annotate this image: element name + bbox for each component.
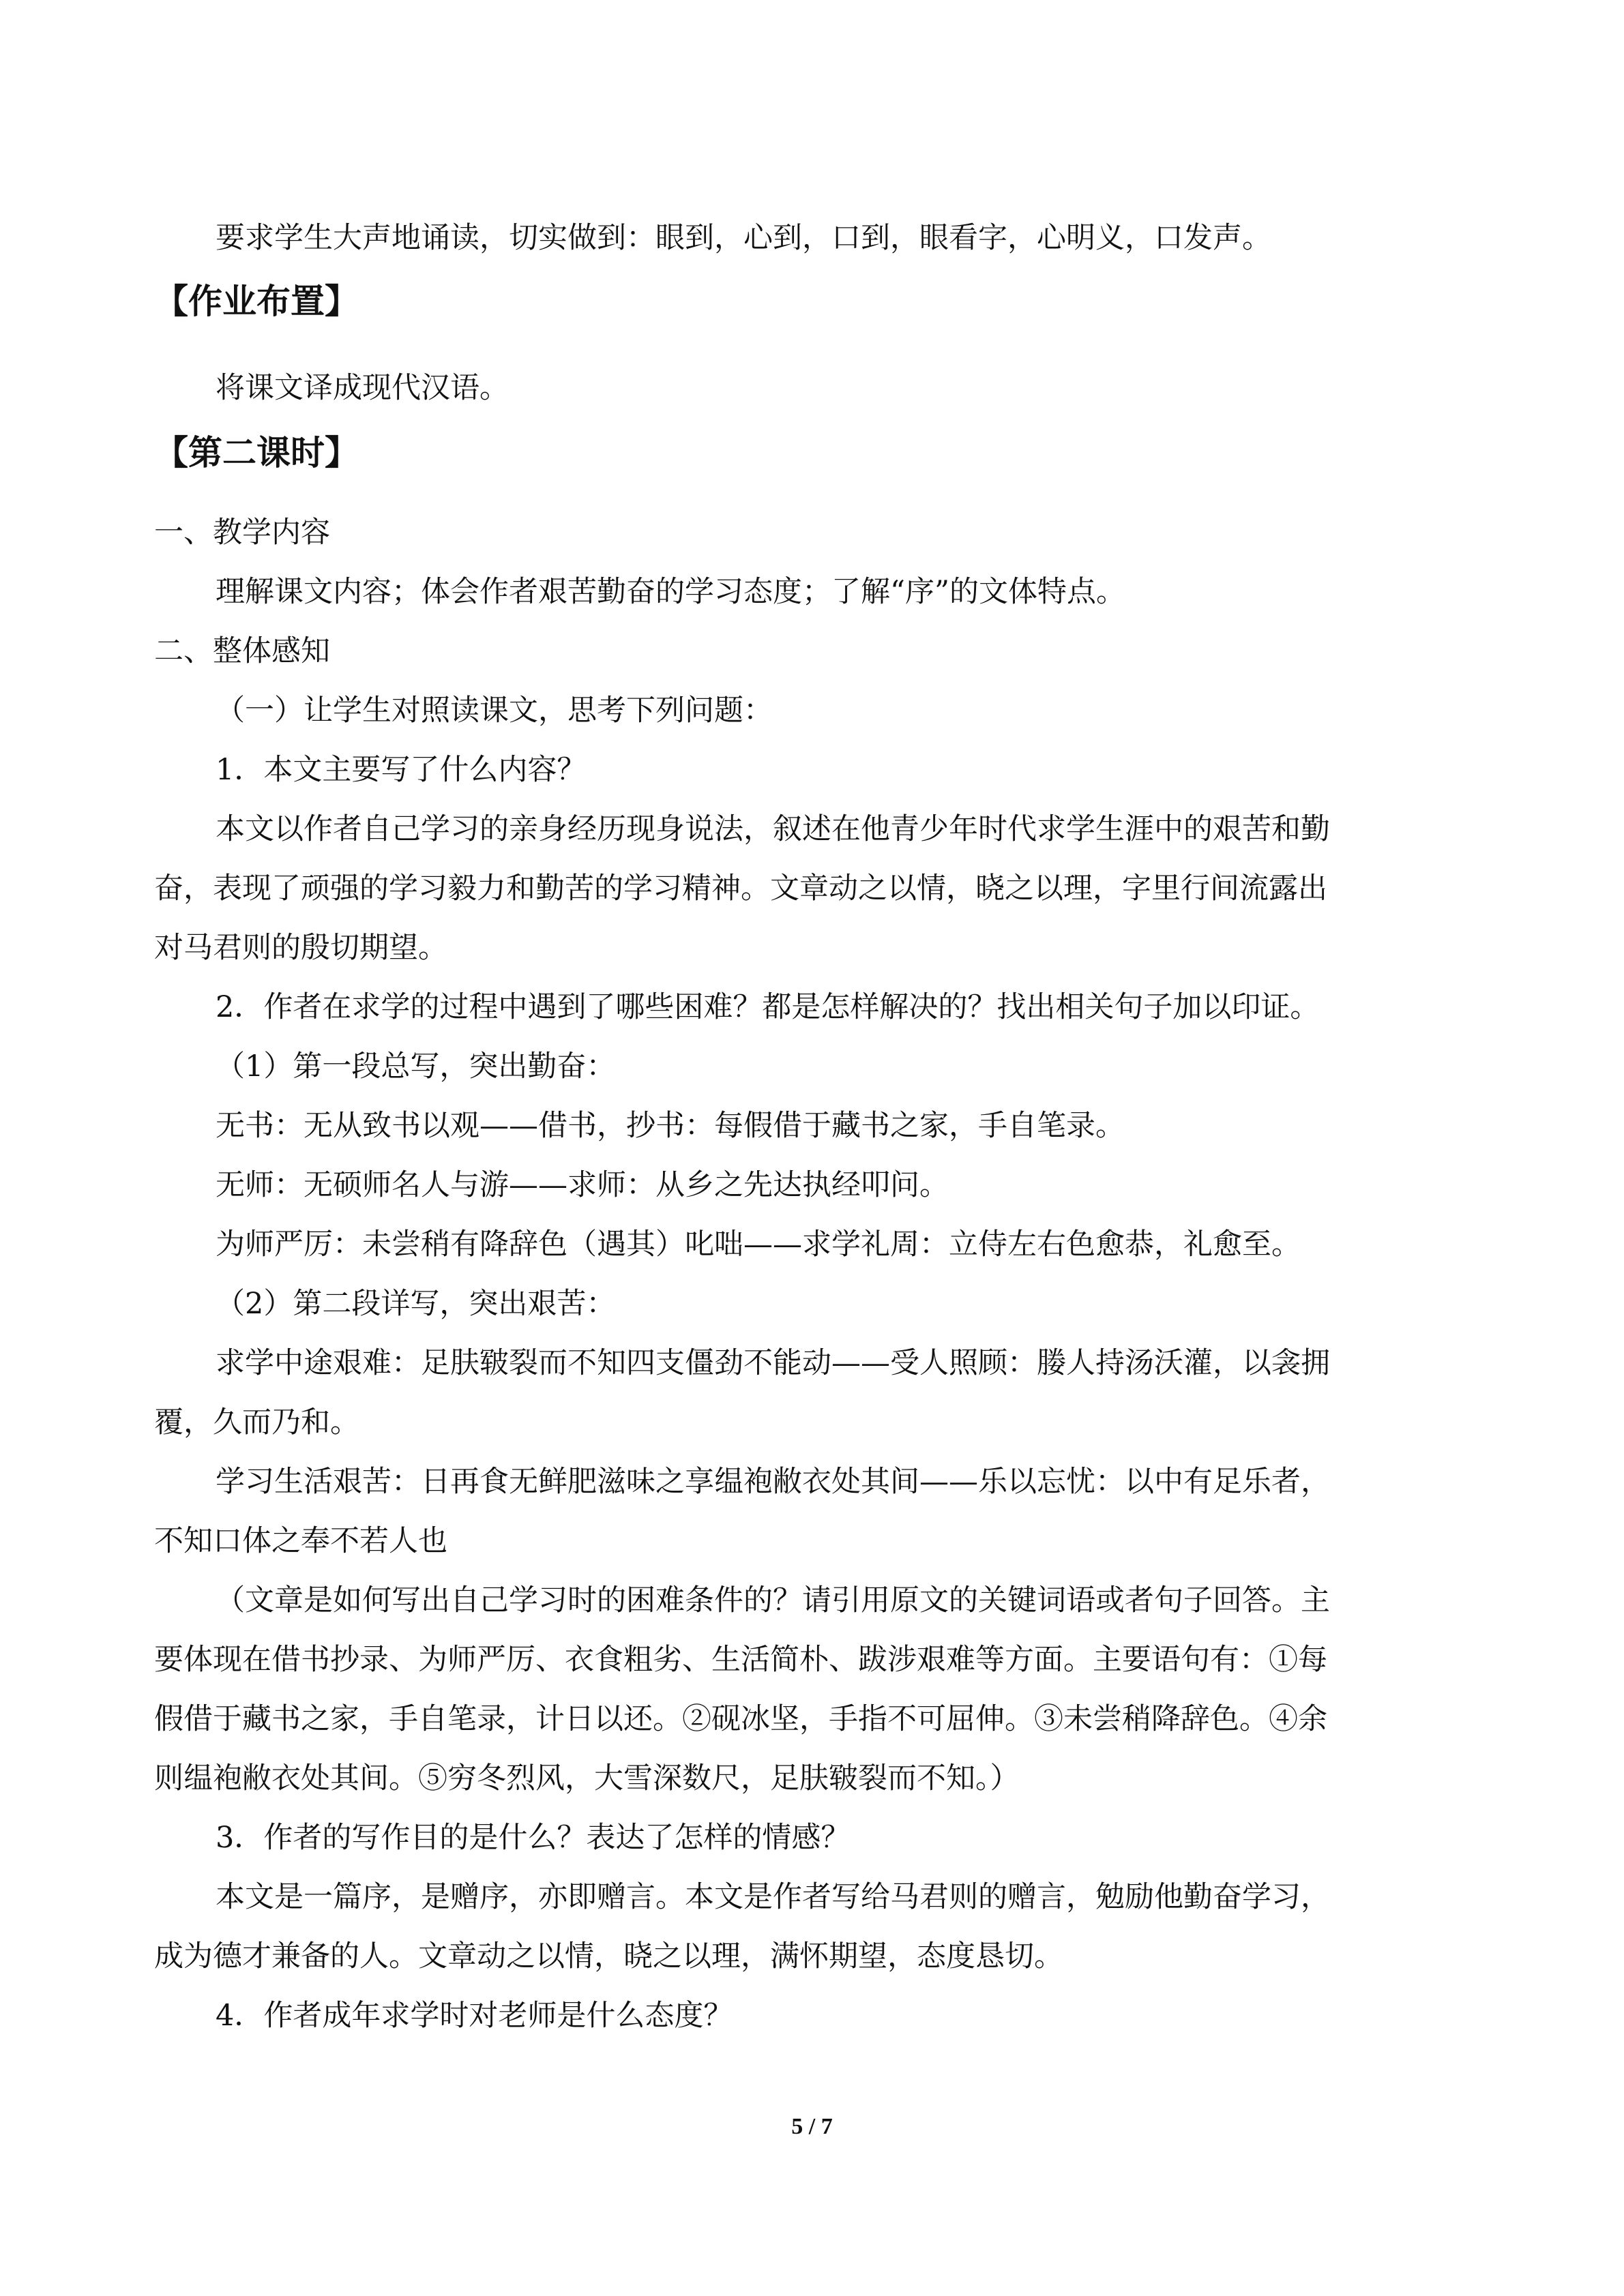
paragraph-line: 则缊袍敝衣处其间。⑤穷冬烈风，大雪深数尺，足肤皲裂而不知。）: [154, 1761, 1020, 1795]
paragraph-line: 无书：无从致书以观——借书，抄书：每假借于藏书之家，手自笔录。: [216, 1109, 1125, 1143]
paragraph-line: 本文是一篇序，是赠序，亦即赠言。本文是作者写给马君则的赠言，勉励他勤奋学习，: [216, 1880, 1330, 1914]
paragraph-line: 不知口体之奉不若人也: [154, 1524, 447, 1558]
paragraph-line: （2）第二段详写，突出艰苦：: [216, 1287, 616, 1321]
paragraph-line: （文章是如何写出自己学习时的困难条件的？请引用原文的关键词语或者句子回答。主: [216, 1583, 1330, 1617]
paragraph-line: 要体现在借书抄录、为师严厉、衣食粗劣、生活简朴、跋涉艰难等方面。主要语句有：①每: [154, 1643, 1327, 1677]
paragraph-line: 要求学生大声地诵读，切实做到：眼到，心到，口到，眼看字，心明义，口发声。: [216, 221, 1271, 255]
paragraph-line: 覆，久而乃和。: [154, 1405, 359, 1440]
page-number: 5 / 7: [791, 2114, 833, 2139]
paragraph-line: （1）第一段总写，突出勤奋：: [216, 1049, 616, 1084]
question-line: 2．作者在求学的过程中遇到了哪些困难？都是怎样解决的？找出相关句子加以印证。: [216, 990, 1320, 1024]
section-heading: 二、整体感知: [154, 634, 330, 668]
paragraph-line: 本文以作者自己学习的亲身经历现身说法，叙述在他青少年时代求学生涯中的艰苦和勤: [216, 812, 1330, 846]
paragraph-line: 成为德才兼备的人。文章动之以情，晓之以理，满怀期望，态度恳切。: [154, 1939, 1063, 1973]
paragraph-line: 为师严厉：未尝稍有降辞色（遇其）叱咄——求学礼周：立侍左右色愈恭，礼愈至。: [216, 1227, 1301, 1262]
heading-second-lesson: 【第二课时】: [154, 433, 359, 473]
question-line: 4．作者成年求学时对老师是什么态度？: [216, 1999, 733, 2033]
paragraph-line: 假借于藏书之家，手自笔录，计日以还。②砚冰坚，手指不可屈伸。③未尝稍降辞色。④余: [154, 1702, 1327, 1736]
paragraph-line: 理解课文内容；体会作者艰苦勤奋的学习态度；了解“序”的文体特点。: [216, 575, 1125, 609]
question-line: 1．本文主要写了什么内容？: [216, 753, 587, 787]
heading-homework: 【作业布置】: [154, 282, 359, 321]
section-heading: 一、教学内容: [154, 516, 330, 550]
paragraph-line: 求学中途艰难：足肤皲裂而不知四支僵劲不能动——受人照顾：媵人持汤沃灌，以衾拥: [216, 1346, 1330, 1380]
question-line: 3．作者的写作目的是什么？表达了怎样的情感？: [216, 1821, 851, 1855]
paragraph-line: 学习生活艰苦：日再食无鲜肥滋味之享缊袍敝衣处其间——乐以忘忧：以中有足乐者，: [216, 1465, 1330, 1499]
paragraph-line: 奋，表现了顽强的学习毅力和勤苦的学习精神。文章动之以情，晓之以理，字里行间流露出: [154, 871, 1327, 906]
paragraph-line: 对马君则的殷切期望。: [154, 931, 447, 965]
paragraph-line: 无师：无硕师名人与游——求师：从乡之先达执经叩问。: [216, 1168, 949, 1202]
paragraph-line: （一）让学生对照读课文，思考下列问题：: [216, 694, 773, 728]
paragraph-line: 将课文译成现代汉语。: [216, 371, 509, 405]
